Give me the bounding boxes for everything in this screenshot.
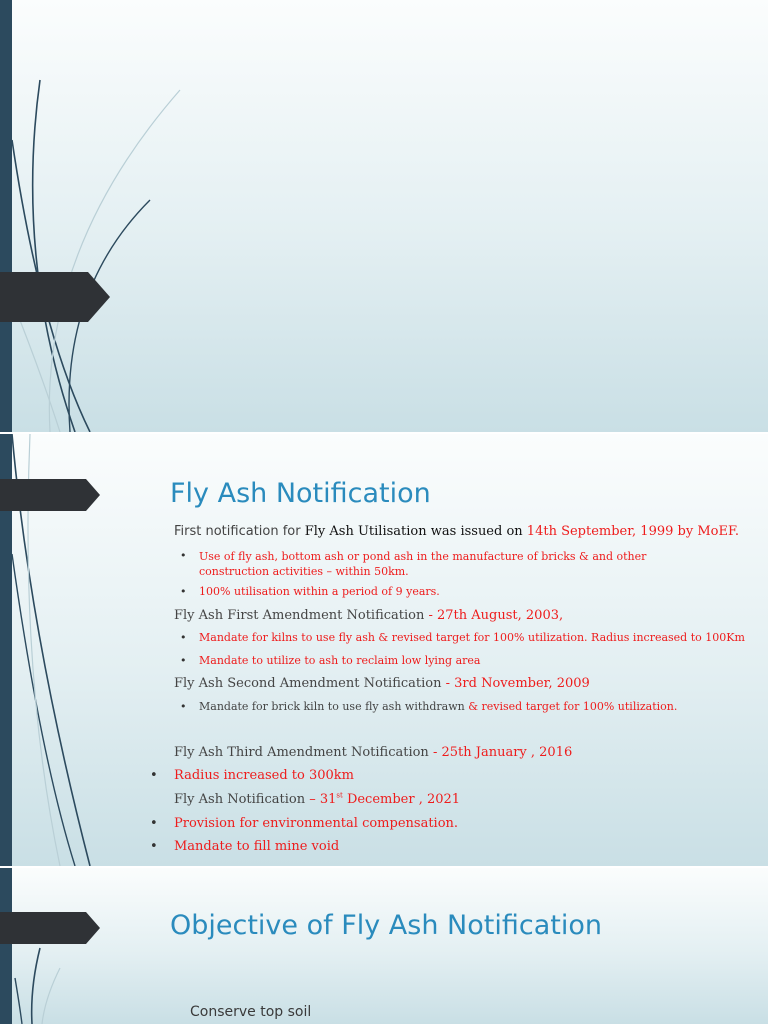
decorative-curves bbox=[0, 0, 200, 432]
list-item: First notification for Fly Ash Utilisation was issued on 14th September, 1999 by MoEF. bbox=[174, 524, 740, 539]
title-tab-marker bbox=[0, 479, 102, 511]
list-subitem: • Mandate to utilize to ash to reclaim low lying area bbox=[180, 654, 481, 667]
list-subitem: • Mandate for kilns to use fly ash & revised target for 100% utilization. Radius increased to 100Km bbox=[180, 631, 745, 644]
list-item: Fly Ash First Amendment Notification - 27th August, 2003, bbox=[174, 608, 564, 623]
bullet-icon: • bbox=[150, 816, 158, 831]
bullet-icon: • bbox=[150, 839, 158, 854]
decorative-curves bbox=[0, 868, 200, 1024]
list-item: Fly Ash Second Amendment Notification - 3rd November, 2009 bbox=[174, 676, 590, 691]
list-item: Fly Ash Notification – 31st December , 2021 bbox=[174, 792, 461, 808]
bullet-icon: • bbox=[180, 549, 187, 562]
bullet-icon: • bbox=[180, 654, 187, 667]
list-item: Fly Ash Third Amendment Notification - 25th January , 2016 bbox=[174, 745, 573, 760]
slide-3 bbox=[0, 868, 768, 1024]
bullet-icon: • bbox=[180, 700, 187, 713]
title-tab-marker bbox=[0, 272, 112, 322]
title-tab-marker bbox=[0, 912, 102, 944]
bullet-icon: • bbox=[150, 768, 158, 783]
list-subitem: • Use of fly ash, bottom ash or pond ash in the manufacture of bricks & and other construction activities – within 50km. bbox=[180, 549, 647, 578]
left-accent-bar bbox=[0, 0, 12, 432]
left-accent-bar bbox=[0, 868, 12, 1024]
list-item: • Radius increased to 300km bbox=[150, 768, 354, 783]
slide-2 bbox=[0, 434, 768, 866]
slide-1 bbox=[0, 0, 768, 432]
list-item: • Provision for environmental compensation. bbox=[150, 816, 459, 831]
bullet-icon: • bbox=[180, 585, 187, 598]
list-subitem: • Mandate for brick kiln to use fly ash withdrawn & revised target for 100% utilization. bbox=[180, 700, 678, 713]
slide-title: Fly Ash Notification bbox=[170, 478, 431, 509]
list-subitem: • 100% utilisation within a period of 9 years. bbox=[180, 585, 440, 598]
list-item: • Mandate to fill mine void bbox=[150, 839, 340, 854]
list-item: Conserve top soil bbox=[190, 1004, 312, 1020]
bullet-icon: • bbox=[180, 631, 187, 644]
slide-title: Objective of Fly Ash Notification bbox=[170, 910, 602, 941]
